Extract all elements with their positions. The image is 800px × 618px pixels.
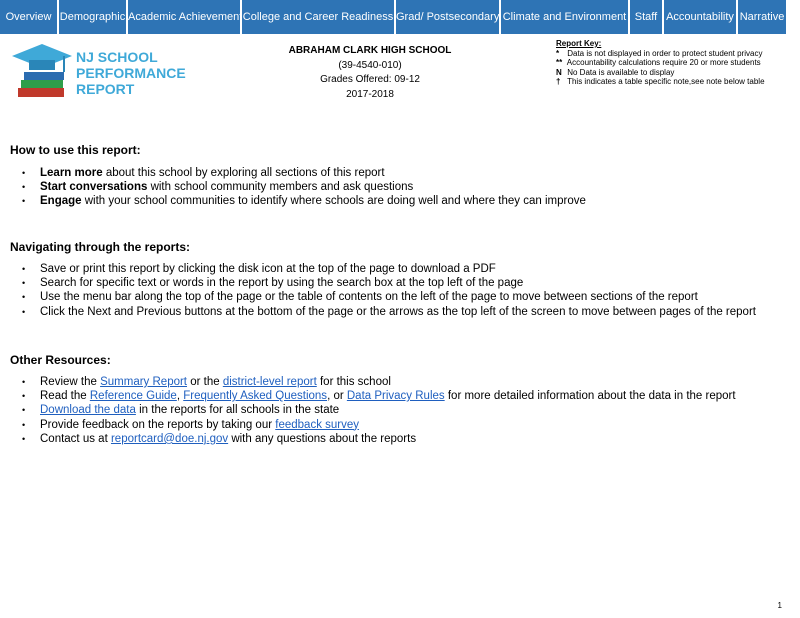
key-text: This indicates a table specific note,see note below table	[567, 77, 765, 86]
other-resources-list	[40, 375, 780, 446]
list-item	[40, 375, 780, 389]
list-item: • Search for specific text or words in the report by using the search box at the top left of the page	[40, 276, 780, 290]
item-text: Contact us at	[40, 432, 111, 445]
logo-line-1: NJ SCHOOL	[76, 49, 158, 65]
report-key-title: Report Key:	[556, 39, 602, 48]
other-resources-heading: Other Resources:	[10, 353, 111, 367]
list-item: • Use the menu bar along the top of the page or the table of contents on the left of the page to move between sections of the report	[40, 290, 780, 304]
school-code: (39-4540-010)	[338, 59, 402, 71]
key-text: Data is not displayed in order to protect student privacy	[567, 48, 763, 58]
logo-line-3: REPORT	[76, 81, 135, 97]
key-symbol: *	[556, 48, 560, 58]
download-data-link[interactable]: Download the data	[40, 404, 136, 417]
item-text: in the reports for all schools in the state	[135, 404, 340, 417]
logo-line-2: PERFORMANCE	[76, 65, 186, 81]
list-item	[40, 389, 780, 403]
district-level-report-link[interactable]: district-level report	[222, 376, 317, 388]
feedback-survey-link[interactable]: feedback survey	[275, 418, 360, 431]
key-row	[556, 68, 765, 78]
nj-school-performance-report-logo	[12, 42, 192, 102]
item-text: Review the	[40, 376, 101, 388]
faq-link[interactable]: Frequently Asked Questions	[183, 390, 328, 403]
key-symbol: †	[556, 77, 561, 86]
nav-academic-achievement[interactable]: Academic Achievement	[128, 0, 240, 34]
contact-email-link[interactable]: reportcard@doe.nj.gov	[110, 432, 229, 445]
navigating-list	[40, 262, 780, 319]
school-header	[245, 44, 495, 102]
nav-climate-environment[interactable]: Climate and Environment	[501, 0, 628, 34]
key-text: No Data is available to display	[567, 67, 675, 77]
item-text: Provide feedback on the reports by taking our	[40, 418, 276, 431]
nav-college-career-readiness[interactable]: College and Career Readiness	[242, 0, 394, 34]
top-menu-bar	[0, 0, 800, 34]
key-symbol: **	[556, 58, 563, 67]
item-text: for this school	[316, 376, 391, 388]
nav-staff[interactable]: Staff	[630, 0, 662, 34]
list-item	[40, 403, 780, 417]
key-symbol: N	[556, 67, 562, 77]
key-row	[556, 77, 765, 87]
item-text: for more detailed information about the data in the report	[444, 390, 736, 403]
data-privacy-rules-link[interactable]: Data Privacy Rules	[346, 390, 445, 403]
grades-offered: Grades Offered: 09-12	[320, 74, 420, 85]
item-bold: Start conversations	[40, 181, 148, 194]
list-item	[40, 180, 780, 194]
key-row	[556, 58, 765, 68]
navigating-heading: Navigating through the reports:	[10, 240, 190, 254]
page-number: 1	[777, 601, 782, 610]
list-item	[40, 166, 780, 180]
item-text: with school community members and ask questions	[147, 181, 414, 194]
summary-report-link[interactable]: Summary Report	[100, 376, 188, 388]
how-to-use-heading: How to use this report:	[10, 143, 141, 157]
nav-demographic[interactable]: Demographic	[59, 0, 126, 34]
how-to-use-list	[40, 166, 780, 209]
item-text: , or	[327, 390, 347, 403]
item-text: about this school by exploring all sections of this report	[102, 167, 385, 179]
nav-narrative[interactable]: Narrative	[738, 0, 786, 34]
report-key	[556, 39, 765, 87]
reference-guide-link[interactable]: Reference Guide	[89, 390, 177, 403]
list-item: • Save or print this report by clicking the disk icon at the top of the page to download a PDF	[40, 262, 780, 276]
item-text: ,	[176, 390, 184, 403]
item-bold: Engage	[40, 195, 82, 208]
item-text: with your school communities to identify where schools are doing well and where they can improve	[81, 195, 586, 208]
item-bold: Learn more	[40, 167, 103, 179]
key-text: Accountability calculations require 20 or more students	[566, 58, 761, 67]
item-text: Read the	[40, 390, 90, 403]
list-item: • Click the Next and Previous buttons at the bottom of the page or the arrows as the top left of the screen to move between pages of the report	[40, 305, 780, 319]
item-text: or the	[187, 376, 223, 388]
nav-grad-postsecondary[interactable]: Grad/ Postsecondary	[396, 0, 499, 34]
nav-overview[interactable]: Overview	[0, 0, 57, 34]
school-name: ABRAHAM CLARK HIGH SCHOOL	[288, 45, 452, 56]
graduation-cap-books-icon	[12, 42, 72, 102]
item-text: with any questions about the reports	[228, 432, 417, 445]
nav-accountability[interactable]: Accountability	[664, 0, 736, 34]
list-item	[40, 194, 780, 208]
key-row	[556, 49, 765, 59]
list-item	[40, 432, 780, 446]
list-item	[40, 418, 780, 432]
school-year: 2017-2018	[346, 88, 394, 100]
